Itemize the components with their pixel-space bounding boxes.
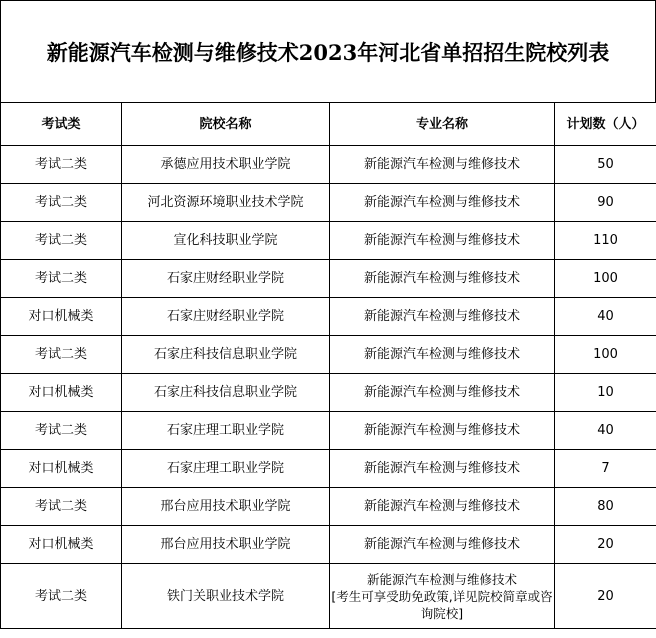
cell-school: 石家庄理工职业学院 bbox=[122, 412, 330, 450]
cell-plan: 50 bbox=[555, 146, 656, 184]
cell-category: 对口机械类 bbox=[1, 450, 122, 488]
table-row bbox=[1, 260, 656, 298]
cell-category: 对口机械类 bbox=[1, 298, 122, 336]
table-row bbox=[1, 184, 656, 222]
cell-major-name: 新能源汽车检测与维修技术 bbox=[366, 571, 517, 587]
cell-school: 邢台应用技术职业学院 bbox=[122, 526, 330, 564]
cell-major: 新能源汽车检测与维修技术 bbox=[330, 526, 555, 564]
cell-plan: 40 bbox=[555, 412, 656, 450]
cell-plan: 7 bbox=[555, 450, 656, 488]
cell-major: 新能源汽车检测与维修技术 bbox=[330, 488, 555, 526]
table-row bbox=[1, 298, 656, 336]
cell-major: 新能源汽车检测与维修技术 bbox=[330, 298, 555, 336]
table-row bbox=[1, 450, 656, 488]
cell-school: 石家庄科技信息职业学院 bbox=[122, 336, 330, 374]
cell-school: 邢台应用技术职业学院 bbox=[122, 488, 330, 526]
table-row bbox=[1, 526, 656, 564]
cell-category: 考试二类 bbox=[1, 564, 122, 629]
cell-plan: 100 bbox=[555, 336, 656, 374]
cell-plan: 110 bbox=[555, 222, 656, 260]
header-school: 院校名称 bbox=[122, 103, 330, 146]
cell-plan: 90 bbox=[555, 184, 656, 222]
cell-category: 考试二类 bbox=[1, 146, 122, 184]
cell-plan: 40 bbox=[555, 298, 656, 336]
cell-category: 考试二类 bbox=[1, 412, 122, 450]
cell-plan: 20 bbox=[555, 564, 656, 629]
cell-school: 宣化科技职业学院 bbox=[122, 222, 330, 260]
table-row bbox=[1, 336, 656, 374]
cell-category: 考试二类 bbox=[1, 222, 122, 260]
table-row bbox=[1, 146, 656, 184]
schools-table bbox=[0, 102, 656, 629]
cell-category: 考试二类 bbox=[1, 260, 122, 298]
header-major: 专业名称 bbox=[330, 103, 555, 146]
cell-school: 石家庄财经职业学院 bbox=[122, 298, 330, 336]
cell-category: 考试二类 bbox=[1, 184, 122, 222]
cell-major-note: [考生可享受助免政策,详见院校简章或咨询院校] bbox=[331, 588, 553, 621]
header-category: 考试类 bbox=[1, 103, 122, 146]
cell-category: 对口机械类 bbox=[1, 374, 122, 412]
table-row bbox=[1, 412, 656, 450]
table-row bbox=[1, 488, 656, 526]
cell-major: 新能源汽车检测与维修技术 bbox=[330, 184, 555, 222]
table-row bbox=[1, 564, 656, 629]
cell-school: 石家庄财经职业学院 bbox=[122, 260, 330, 298]
page-title: 新能源汽车检测与维修技术2023年河北省单招招生院校列表 bbox=[0, 0, 656, 102]
table-header-row bbox=[1, 103, 656, 146]
cell-school: 铁门关职业技术学院 bbox=[122, 564, 330, 629]
cell-major: 新能源汽车检测与维修技术 bbox=[330, 450, 555, 488]
table-row bbox=[1, 374, 656, 412]
cell-school: 承德应用技术职业学院 bbox=[122, 146, 330, 184]
cell-major: 新能源汽车检测与维修技术 bbox=[330, 222, 555, 260]
cell-plan: 80 bbox=[555, 488, 656, 526]
cell-plan: 10 bbox=[555, 374, 656, 412]
cell-major: 新能源汽车检测与维修技术 bbox=[330, 260, 555, 298]
cell-major: 新能源汽车检测与维修技术 bbox=[330, 336, 555, 374]
cell-school: 石家庄理工职业学院 bbox=[122, 450, 330, 488]
cell-category: 对口机械类 bbox=[1, 526, 122, 564]
cell-plan: 100 bbox=[555, 260, 656, 298]
cell-major bbox=[330, 564, 555, 629]
cell-plan: 20 bbox=[555, 526, 656, 564]
cell-category: 考试二类 bbox=[1, 488, 122, 526]
cell-major: 新能源汽车检测与维修技术 bbox=[330, 146, 555, 184]
header-plan: 计划数（人） bbox=[555, 103, 656, 146]
cell-major: 新能源汽车检测与维修技术 bbox=[330, 374, 555, 412]
cell-category: 考试二类 bbox=[1, 336, 122, 374]
cell-school: 河北资源环境职业技术学院 bbox=[122, 184, 330, 222]
cell-school: 石家庄科技信息职业学院 bbox=[122, 374, 330, 412]
table-row bbox=[1, 222, 656, 260]
cell-major: 新能源汽车检测与维修技术 bbox=[330, 412, 555, 450]
